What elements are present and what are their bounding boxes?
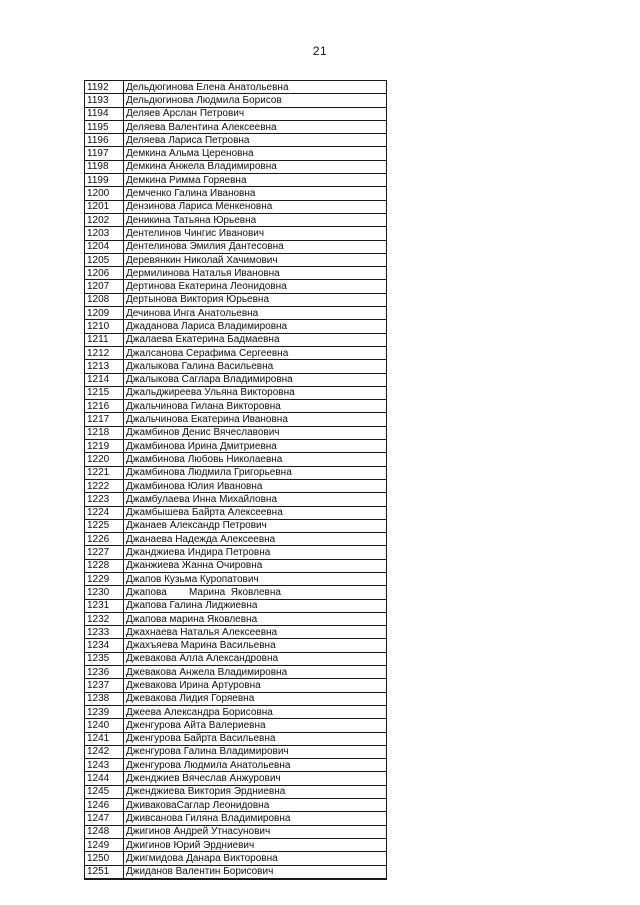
row-number-cell: 1239 <box>85 705 124 718</box>
person-name-cell: Джевакова Ирина Артуровна <box>124 679 387 692</box>
person-name-cell: Дертынова Виктория Юрьевна <box>124 293 387 306</box>
row-number-cell: 1224 <box>85 506 124 519</box>
table-row <box>85 519 387 532</box>
table-row <box>85 559 387 572</box>
person-name-cell: Джигинов Юрий Эрдниевич <box>124 838 387 851</box>
person-name-cell: Джамбышева Байрта Алексеевна <box>124 506 387 519</box>
row-number-cell: 1248 <box>85 825 124 838</box>
table-row <box>85 812 387 825</box>
table-row <box>85 825 387 838</box>
person-name-cell: Джамбулаева Инна Михайловна <box>124 493 387 506</box>
person-name-cell: Джеева Александра Борисовна <box>124 705 387 718</box>
person-name-cell: Джальджиреева Ульяна Викторовна <box>124 386 387 399</box>
row-number-cell: 1236 <box>85 666 124 679</box>
row-number-cell: 1208 <box>85 293 124 306</box>
table-row <box>85 120 387 133</box>
row-number-cell: 1210 <box>85 320 124 333</box>
person-name-cell: Деляева Лариса Петровна <box>124 134 387 147</box>
person-name-cell: Деляев Арслан Петрович <box>124 107 387 120</box>
table-row <box>85 147 387 160</box>
row-number-cell: 1198 <box>85 160 124 173</box>
row-number-cell: 1235 <box>85 652 124 665</box>
person-name-cell: Джамбинова Любовь Николаевна <box>124 453 387 466</box>
person-name-cell: Джалыкова Саглара Владимировна <box>124 373 387 386</box>
person-name-cell: Деревянкин Николай Хачимович <box>124 253 387 266</box>
person-name-cell: Джапова Марина Яковлевна <box>124 586 387 599</box>
row-number-cell: 1226 <box>85 533 124 546</box>
row-number-cell: 1247 <box>85 812 124 825</box>
person-name-cell: Дживсанова Гиляна Владимировна <box>124 812 387 825</box>
row-number-cell: 1232 <box>85 612 124 625</box>
table-row <box>85 732 387 745</box>
table-row <box>85 466 387 479</box>
row-number-cell: 1249 <box>85 838 124 851</box>
person-name-cell: Джанаев Александр Петрович <box>124 519 387 532</box>
table-row <box>85 240 387 253</box>
roster-body <box>85 81 387 879</box>
row-number-cell: 1194 <box>85 107 124 120</box>
person-name-cell: Джапова марина Яковлевна <box>124 612 387 625</box>
person-name-cell: Джамбинов Денис Вячеславович <box>124 426 387 439</box>
row-number-cell: 1220 <box>85 453 124 466</box>
person-name-cell: Джахнаева Наталья Алексеевна <box>124 626 387 639</box>
row-number-cell: 1242 <box>85 745 124 758</box>
table-row <box>85 200 387 213</box>
person-name-cell: Дензинова Лариса Менкеновна <box>124 200 387 213</box>
table-row <box>85 373 387 386</box>
person-name-cell: Джанжиева Жанна Очировна <box>124 559 387 572</box>
row-number-cell: 1200 <box>85 187 124 200</box>
row-number-cell: 1202 <box>85 213 124 226</box>
row-number-cell: 1250 <box>85 852 124 865</box>
table-row <box>85 852 387 865</box>
row-number-cell: 1217 <box>85 413 124 426</box>
table-row <box>85 745 387 758</box>
table-row <box>85 453 387 466</box>
row-number-cell: 1244 <box>85 772 124 785</box>
person-name-cell: Демченко Галина Ивановна <box>124 187 387 200</box>
person-name-cell: Дентелинов Чингис Иванович <box>124 227 387 240</box>
person-name-cell: Джанджиева Индира Петровна <box>124 546 387 559</box>
table-row <box>85 280 387 293</box>
person-name-cell: Дженгурова Байрта Васильевна <box>124 732 387 745</box>
person-name-cell: Дженджиев Вячеслав Анжурович <box>124 772 387 785</box>
table-row <box>85 785 387 798</box>
row-number-cell: 1192 <box>85 81 124 94</box>
table-row <box>85 679 387 692</box>
row-number-cell: 1205 <box>85 253 124 266</box>
table-row <box>85 81 387 94</box>
row-number-cell: 1227 <box>85 546 124 559</box>
row-number-cell: 1203 <box>85 227 124 240</box>
table-row <box>85 320 387 333</box>
table-row <box>85 506 387 519</box>
person-name-cell: Джамбинова Людмила Григорьевна <box>124 466 387 479</box>
row-number-cell: 1197 <box>85 147 124 160</box>
table-row <box>85 612 387 625</box>
table-row <box>85 267 387 280</box>
table-row <box>85 546 387 559</box>
person-name-cell: Джальчинова Гилана Викторовна <box>124 400 387 413</box>
person-name-cell: Джевакова Анжела Владимировна <box>124 666 387 679</box>
table-row <box>85 400 387 413</box>
row-number-cell: 1214 <box>85 373 124 386</box>
person-name-cell: Джевакова Алла Александровна <box>124 652 387 665</box>
person-name-cell: Демкина Альма Цереновна <box>124 147 387 160</box>
person-name-cell: Джапова Галина Лиджиевна <box>124 599 387 612</box>
table-row <box>85 307 387 320</box>
row-number-cell: 1225 <box>85 519 124 532</box>
row-number-cell: 1241 <box>85 732 124 745</box>
person-name-cell: Джапов Кузьма Куропатович <box>124 572 387 585</box>
person-name-cell: Джиданов Валентин Борисович <box>124 865 387 879</box>
person-name-cell: Джалсанова Серафима Сергеевна <box>124 346 387 359</box>
row-number-cell: 1207 <box>85 280 124 293</box>
person-name-cell: Дженгурова Людмила Анатольевна <box>124 759 387 772</box>
table-row <box>85 533 387 546</box>
row-number-cell: 1221 <box>85 466 124 479</box>
table-row <box>85 360 387 373</box>
row-number-cell: 1245 <box>85 785 124 798</box>
person-name-cell: Дечинова Инга Анатольевна <box>124 307 387 320</box>
row-number-cell: 1238 <box>85 692 124 705</box>
table-row <box>85 174 387 187</box>
row-number-cell: 1228 <box>85 559 124 572</box>
person-name-cell: Джальчинова Екатерина Ивановна <box>124 413 387 426</box>
person-name-cell: Джалаева Екатерина Бадмаевна <box>124 333 387 346</box>
row-number-cell: 1243 <box>85 759 124 772</box>
person-name-cell: Джамбинова Ирина Дмитриевна <box>124 440 387 453</box>
person-name-cell: Дентелинова Эмилия Дантесовна <box>124 240 387 253</box>
table-row <box>85 479 387 492</box>
table-row <box>85 599 387 612</box>
table-row <box>85 626 387 639</box>
table-row <box>85 838 387 851</box>
person-name-cell: Демкина Анжела Владимировна <box>124 160 387 173</box>
row-number-cell: 1233 <box>85 626 124 639</box>
row-number-cell: 1237 <box>85 679 124 692</box>
row-number-cell: 1196 <box>85 134 124 147</box>
person-name-cell: Деляева Валентина Алексеевна <box>124 120 387 133</box>
table-row <box>85 187 387 200</box>
row-number-cell: 1251 <box>85 865 124 879</box>
person-name-cell: Джигинов Андрей Утнасунович <box>124 825 387 838</box>
person-name-cell: Джалыкова Галина Васильевна <box>124 360 387 373</box>
person-name-cell: Джаданова Лариса Владимировна <box>124 320 387 333</box>
table-row <box>85 493 387 506</box>
roster-table <box>84 80 387 880</box>
table-row <box>85 413 387 426</box>
table-row <box>85 227 387 240</box>
row-number-cell: 1215 <box>85 386 124 399</box>
row-number-cell: 1213 <box>85 360 124 373</box>
row-number-cell: 1230 <box>85 586 124 599</box>
person-name-cell: Джамбинова Юлия Ивановна <box>124 479 387 492</box>
table-row <box>85 253 387 266</box>
person-name-cell: Дермилинова Наталья Ивановна <box>124 267 387 280</box>
person-name-cell: Дельдюгинова Елена Анатольевна <box>124 81 387 94</box>
table-row <box>85 94 387 107</box>
table-row <box>85 652 387 665</box>
person-name-cell: Джигмидова Данара Викторовна <box>124 852 387 865</box>
person-name-cell: Джахъяева Марина Васильевна <box>124 639 387 652</box>
row-number-cell: 1201 <box>85 200 124 213</box>
row-number-cell: 1211 <box>85 333 124 346</box>
table-row <box>85 799 387 812</box>
row-number-cell: 1199 <box>85 174 124 187</box>
table-row <box>85 160 387 173</box>
table-row <box>85 293 387 306</box>
row-number-cell: 1219 <box>85 440 124 453</box>
table-row <box>85 440 387 453</box>
row-number-cell: 1216 <box>85 400 124 413</box>
table-row <box>85 107 387 120</box>
person-name-cell: Джевакова Лидия Горяевна <box>124 692 387 705</box>
person-name-cell: Деникина Татьяна Юрьевна <box>124 213 387 226</box>
table-row <box>85 586 387 599</box>
row-number-cell: 1209 <box>85 307 124 320</box>
table-row <box>85 346 387 359</box>
row-number-cell: 1246 <box>85 799 124 812</box>
table-row <box>85 705 387 718</box>
person-name-cell: Дженджиева Виктория Эрдниевна <box>124 785 387 798</box>
person-name-cell: Дельдюгинова Людмила Борисов <box>124 94 387 107</box>
table-row <box>85 772 387 785</box>
table-row <box>85 759 387 772</box>
person-name-cell: Джанаева Надежда Алексеевна <box>124 533 387 546</box>
row-number-cell: 1240 <box>85 719 124 732</box>
row-number-cell: 1234 <box>85 639 124 652</box>
person-name-cell: ДживаковаСаглар Леонидовна <box>124 799 387 812</box>
row-number-cell: 1229 <box>85 572 124 585</box>
row-number-cell: 1218 <box>85 426 124 439</box>
person-name-cell: Дженгурова Галина Владимирович <box>124 745 387 758</box>
table-row <box>85 426 387 439</box>
row-number-cell: 1206 <box>85 267 124 280</box>
table-row <box>85 333 387 346</box>
table-row <box>85 386 387 399</box>
table-row <box>85 639 387 652</box>
row-number-cell: 1193 <box>85 94 124 107</box>
person-name-cell: Дженгурова Айта Валериевна <box>124 719 387 732</box>
person-name-cell: Демкина Римма Горяевна <box>124 174 387 187</box>
table-row <box>85 719 387 732</box>
table-row <box>85 865 387 879</box>
row-number-cell: 1212 <box>85 346 124 359</box>
table-row <box>85 666 387 679</box>
row-number-cell: 1222 <box>85 479 124 492</box>
table-row <box>85 213 387 226</box>
row-number-cell: 1195 <box>85 120 124 133</box>
table-row <box>85 134 387 147</box>
table-row <box>85 572 387 585</box>
row-number-cell: 1231 <box>85 599 124 612</box>
table-row <box>85 692 387 705</box>
page-number: 21 <box>312 44 328 58</box>
person-name-cell: Дертинова Екатерина Леонидовна <box>124 280 387 293</box>
row-number-cell: 1204 <box>85 240 124 253</box>
row-number-cell: 1223 <box>85 493 124 506</box>
